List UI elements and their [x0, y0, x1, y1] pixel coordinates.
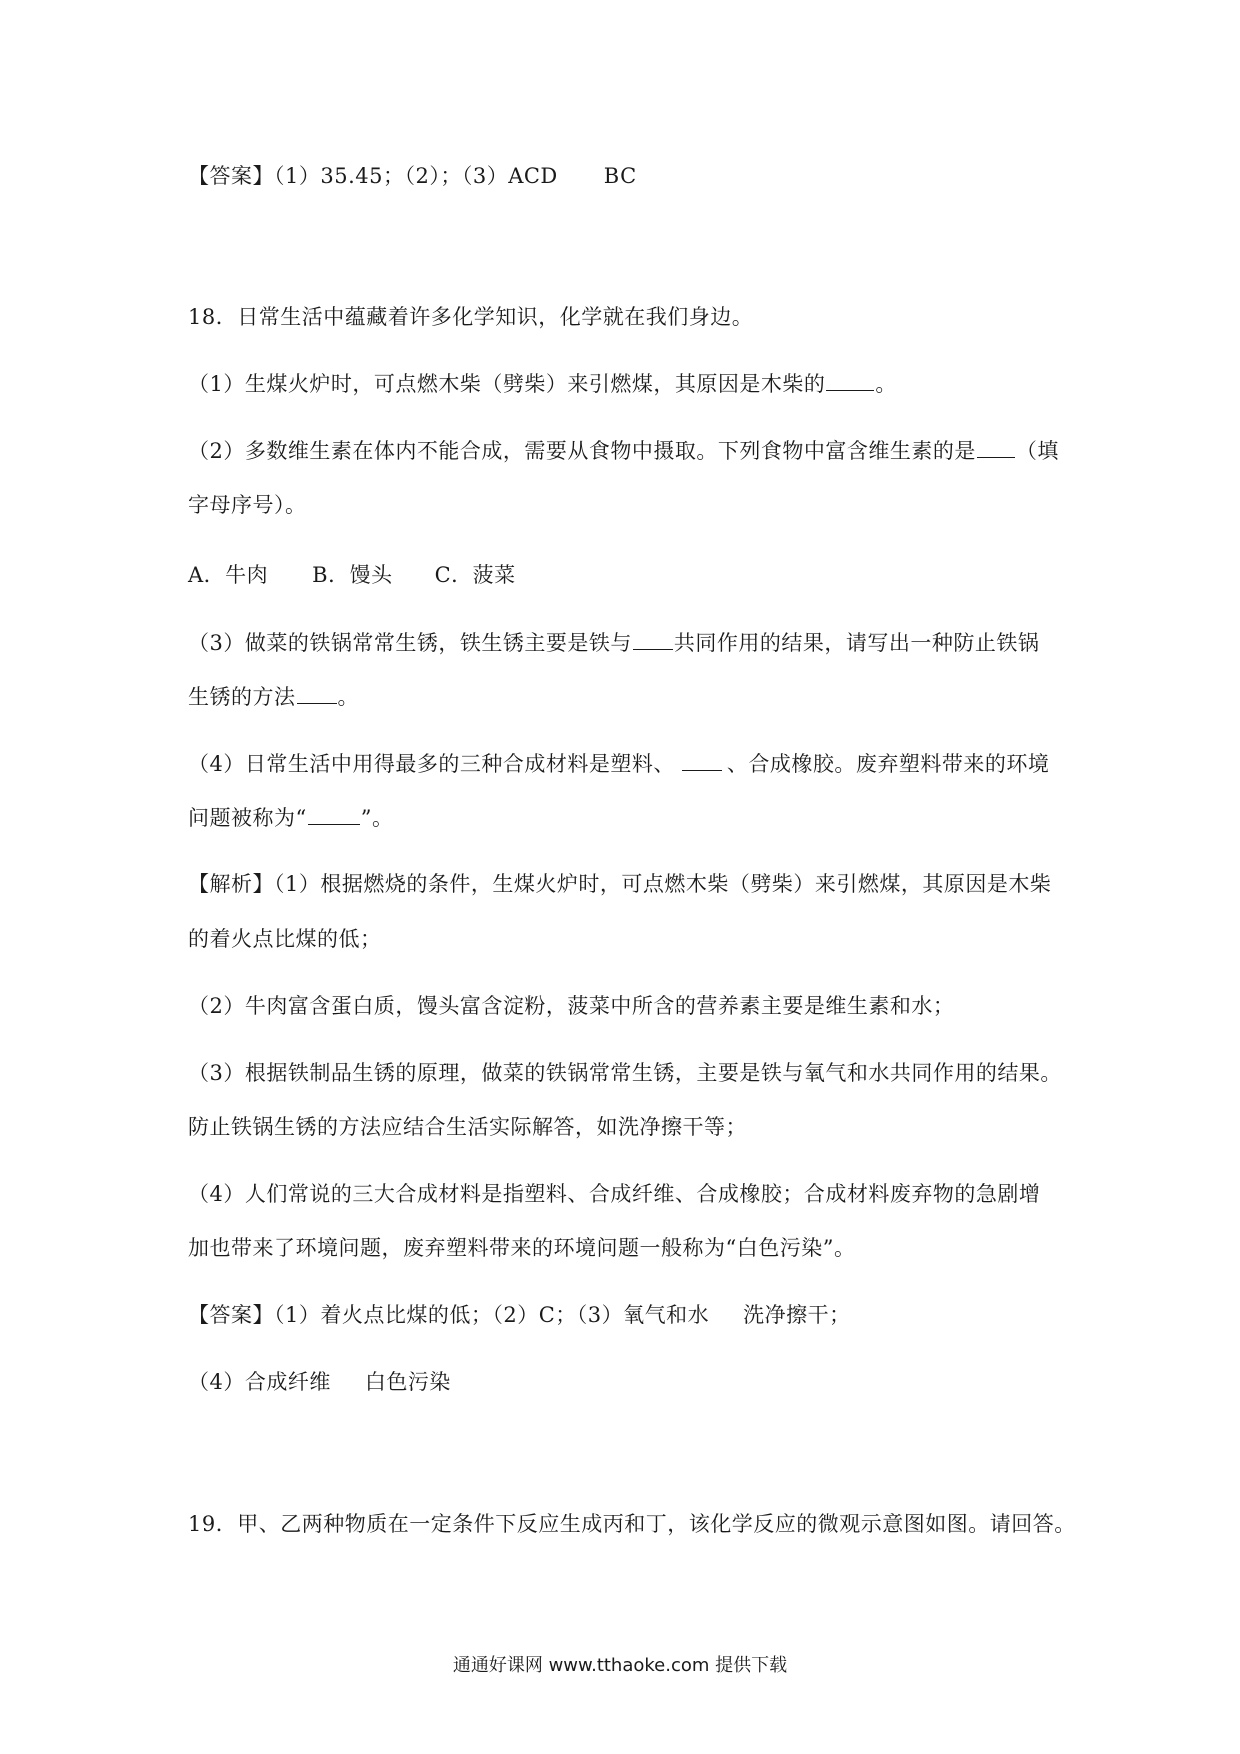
option-c: C．菠菜 — [434, 563, 516, 587]
answer-blank-6 — [308, 804, 360, 825]
q18-part3-text2: 生锈的方法 — [188, 685, 296, 709]
q18-part3-text: （3）做菜的铁锅常常生锈，铁生锈主要是铁与 — [188, 631, 632, 655]
analysis-line-2: 的着火点比煤的低； — [188, 927, 382, 951]
q17-answer-text: 【答案】（1）35.45；（2）；（3）ACD — [188, 164, 558, 188]
answer-blank-2 — [977, 437, 1015, 458]
option-b: B．馒头 — [312, 563, 393, 587]
q17-answer-line — [188, 162, 637, 190]
q18-answer-line-1 — [188, 1301, 851, 1329]
q18-part4-end: ”。 — [360, 806, 394, 830]
q18-options — [188, 561, 516, 589]
q18-part2-text: （2）多数维生素在体内不能合成，需要从食物中摄取。下列食物中富含维生素的是 — [188, 439, 976, 463]
q18-answer-text-1: 【答案】（1）着火点比煤的低；（2）C；（3）氧气和水 — [188, 1303, 710, 1327]
q18-part1-text: （1）生煤火炉时，可点燃木柴（劈柴）来引燃煤，其原因是木柴的 — [188, 372, 826, 396]
page-footer: 通通好课网 www.tthaoke.com 提供下载 — [452, 1655, 788, 1676]
analysis-line-6: （4）人们常说的三大合成材料是指塑料、合成纤维、合成橡胶；合成材料废弃物的急剧增 — [188, 1182, 1041, 1206]
q18-part3 — [188, 629, 1039, 657]
q18-answer-text-3: （4）合成纤维 — [188, 1370, 331, 1394]
q18-part2-cont: 字母序号）。 — [188, 493, 307, 517]
analysis-line-1: 【解析】（1）根据燃烧的条件，生煤火炉时，可点燃木柴（劈柴）来引燃煤，其原因是木柴 — [188, 872, 1052, 896]
q18-part4 — [188, 750, 1049, 778]
answer-blank-5 — [682, 750, 722, 771]
analysis-line-4: （3）根据铁制品生锈的原理，做菜的铁锅常常生锈，主要是铁与氧气和水共同作用的结果。 — [188, 1061, 1062, 1085]
q18-part1 — [188, 370, 897, 398]
analysis-line-7: 加也带来了环境问题，废弃塑料带来的环境问题一般称为“白色污染”。 — [188, 1236, 856, 1260]
q18-part2 — [188, 437, 1059, 465]
analysis-line-3: （2）牛肉富含蛋白质，馒头富含淀粉，菠菜中所含的营养素主要是维生素和水； — [188, 994, 955, 1018]
q18-part4-text: （4）日常生活中用得最多的三种合成材料是塑料、 — [188, 752, 675, 776]
q18-answer-text-4: 白色污染 — [364, 1370, 451, 1394]
answer-blank-4 — [297, 683, 337, 704]
q18-part3-cont — [188, 683, 359, 711]
option-a: A．牛肉 — [188, 563, 269, 587]
answer-blank-1 — [826, 370, 874, 391]
q18-part1-end: 。 — [875, 372, 897, 396]
q18-part2-tail: （填 — [1015, 439, 1059, 463]
q18-part4-text2: 问题被称为“ — [188, 806, 307, 830]
answer-blank-3 — [633, 629, 673, 650]
q18-part4-cont — [188, 804, 394, 832]
q17-answer-part2: BC — [603, 164, 637, 188]
q19-stem: 19．甲、乙两种物质在一定条件下反应生成丙和丁，该化学反应的微观示意图如图。请回答。 — [188, 1512, 1076, 1536]
q18-answer-text-2: 洗净擦干； — [743, 1303, 851, 1327]
q18-answer-line-2 — [188, 1368, 451, 1396]
analysis-line-5: 防止铁锅生锈的方法应结合生活实际解答，如洗净擦干等； — [188, 1115, 747, 1139]
q18-part3-mid: 共同作用的结果，请写出一种防止铁锅 — [673, 631, 1040, 655]
q18-part3-end: 。 — [337, 685, 359, 709]
q18-stem: 18．日常生活中蕴藏着许多化学知识，化学就在我们身边。 — [188, 305, 754, 329]
q18-part4-mid: 、合成橡胶。废弃塑料带来的环境 — [726, 752, 1050, 776]
